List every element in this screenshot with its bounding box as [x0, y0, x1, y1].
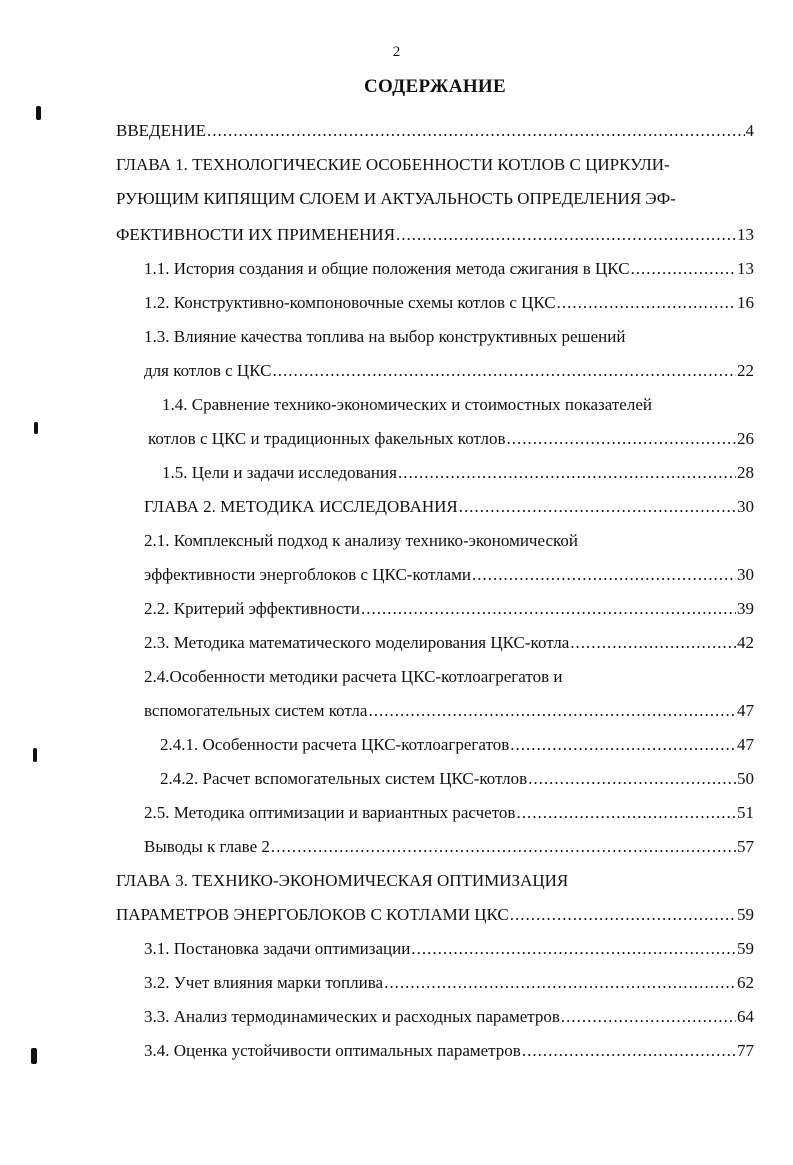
- toc-entry-text: РУЮЩИМ КИПЯЩИМ СЛОЕМ И АКТУАЛЬНОСТЬ ОПРЕДЕЛЕНИЯ ЭФ-: [116, 189, 676, 208]
- toc-entry-text: 1.4. Сравнение технико-экономических и стоимостных показателей: [162, 395, 652, 414]
- toc-leader-dots: [557, 292, 736, 314]
- toc-entry-1-5[interactable]: [162, 462, 754, 484]
- toc-entry-page: 39: [737, 599, 754, 618]
- toc-entry-text: 1.1. История создания и общие положения метода сжигания в ЦКС: [144, 259, 630, 278]
- toc-entry-text: ГЛАВА 1. ТЕХНОЛОГИЧЕСКИЕ ОСОБЕННОСТИ КОТЛОВ С ЦИРКУЛИ-: [116, 155, 670, 174]
- toc-leader-dots: [528, 768, 736, 790]
- toc-leader-dots: [271, 836, 736, 858]
- toc-entry-page: 47: [737, 735, 754, 754]
- toc-entry-text: 1.2. Конструктивно-компоновочные схемы котлов с ЦКС: [144, 293, 556, 312]
- toc-entry-page: 77: [737, 1041, 754, 1060]
- toc-leader-dots: [396, 224, 736, 246]
- toc-entry-3-4[interactable]: [144, 1040, 754, 1062]
- toc-entry-page: 4: [745, 121, 754, 140]
- toc-leader-dots: [361, 598, 736, 620]
- toc-entry-text: 2.2. Критерий эффективности: [144, 599, 360, 618]
- toc-entry-text: 2.5. Методика оптимизации и вариантных расчетов: [144, 803, 516, 822]
- toc-entry-text: 2.4.Особенности методики расчета ЦКС-котлоагрегатов и: [144, 667, 563, 686]
- toc-entry-page: 64: [737, 1007, 754, 1026]
- toc-entry-page: 57: [737, 837, 754, 856]
- toc-leader-dots: [472, 564, 736, 586]
- toc-leader-dots: [516, 802, 736, 824]
- toc-entry-text: 2.4.2. Расчет вспомогательных систем ЦКС-котлов: [160, 769, 528, 788]
- toc-entry-text: вспомогательных систем котла: [144, 701, 368, 720]
- toc-entry-text: 3.4. Оценка устойчивости оптимальных параметров: [144, 1041, 521, 1060]
- toc-entry-2-1[interactable]: [144, 530, 754, 552]
- toc-entry-chapter-3[interactable]: [116, 870, 754, 892]
- toc-entry-page: 50: [737, 769, 754, 788]
- toc-leader-dots: [631, 258, 736, 280]
- toc-entry-text: 1.5. Цели и задачи исследования: [162, 463, 397, 482]
- toc-entry-3-2[interactable]: [144, 972, 754, 994]
- toc-entry-1-1[interactable]: [144, 258, 754, 280]
- toc-entry-introduction[interactable]: [116, 120, 754, 142]
- toc-entry-text: ГЛАВА 3. ТЕХНИКО-ЭКОНОМИЧЕСКАЯ ОПТИМИЗАЦИЯ: [116, 871, 569, 890]
- toc-entry-3-1[interactable]: [144, 938, 754, 960]
- toc-entry-text: 2.3. Методика математического моделирования ЦКС-котла: [144, 633, 570, 652]
- toc-entry-page: 30: [737, 565, 754, 584]
- toc-entry-chapter-1-end[interactable]: [116, 224, 754, 246]
- toc-entry-text: ВВЕДЕНИЕ: [116, 121, 206, 140]
- toc-entry-text: котлов с ЦКС и традиционных факельных котлов: [148, 429, 506, 448]
- toc-entry-page: 42: [737, 633, 754, 652]
- toc-leader-dots: [510, 734, 736, 756]
- toc-leader-dots: [411, 938, 736, 960]
- toc-entry-text: для котлов с ЦКС: [144, 361, 272, 380]
- toc-leader-dots: [272, 360, 736, 382]
- toc-entry-2-5[interactable]: [144, 802, 754, 824]
- toc-entry-page: 62: [737, 973, 754, 992]
- toc-entry-page: 28: [737, 463, 754, 482]
- toc-entry-text: ПАРАМЕТРОВ ЭНЕРГОБЛОКОВ С КОТЛАМИ ЦКС: [116, 905, 509, 924]
- toc-entry-text: 1.3. Влияние качества топлива на выбор конструктивных решений: [144, 327, 626, 346]
- toc-entry-2-4-2[interactable]: [160, 768, 754, 790]
- toc-entry-text: ФЕКТИВНОСТИ ИХ ПРИМЕНЕНИЯ: [116, 225, 396, 244]
- toc-entry-page: 13: [737, 225, 754, 244]
- toc-leader-dots: [398, 462, 736, 484]
- page-number: 2: [392, 44, 401, 60]
- toc-leader-dots: [459, 496, 736, 518]
- toc-entry-conclusions-2[interactable]: [144, 836, 754, 858]
- scan-mark: [31, 1048, 37, 1064]
- toc-entry-text: 3.1. Постановка задачи оптимизации: [144, 939, 411, 958]
- toc-entry-2-4[interactable]: [144, 666, 754, 688]
- toc-entry-page: 26: [737, 429, 754, 448]
- toc-leader-dots: [384, 972, 736, 994]
- toc-entry-page: 59: [737, 939, 754, 958]
- toc-entry-2-3[interactable]: [144, 632, 754, 654]
- toc-leader-dots: [368, 700, 736, 722]
- toc-entry-chapter-1-cont: [116, 188, 754, 210]
- toc-entry-text: 2.1. Комплексный подход к анализу технико-экономической: [144, 531, 578, 550]
- toc-leader-dots: [570, 632, 736, 654]
- toc-entry-1-4[interactable]: [162, 394, 754, 416]
- scan-mark: [36, 106, 41, 120]
- toc-entry-2-1-end[interactable]: [144, 564, 754, 586]
- toc-entry-chapter-1[interactable]: [116, 154, 754, 176]
- toc-entry-text: ГЛАВА 2. МЕТОДИКА ИССЛЕДОВАНИЯ: [144, 497, 458, 516]
- toc-leader-dots: [510, 904, 736, 926]
- toc-entry-page: 59: [737, 905, 754, 924]
- toc-leader-dots: [522, 1040, 736, 1062]
- toc-entry-text: эффективности энергоблоков с ЦКС-котлами: [144, 565, 472, 584]
- toc-entry-page: 22: [737, 361, 754, 380]
- toc-entry-1-2[interactable]: [144, 292, 754, 314]
- toc-entry-page: 47: [737, 701, 754, 720]
- toc-entry-1-3-end[interactable]: [144, 360, 754, 382]
- page-title: СОДЕРЖАНИЕ: [364, 76, 506, 97]
- toc-entry-2-4-end[interactable]: [144, 700, 754, 722]
- toc-entry-page: 16: [737, 293, 754, 312]
- scan-mark: [34, 422, 38, 434]
- toc-entry-page: 13: [737, 259, 754, 278]
- toc-leader-dots: [207, 120, 745, 142]
- toc-entry-1-4-end[interactable]: [148, 428, 754, 450]
- scan-mark: [33, 748, 37, 762]
- toc-entry-page: 30: [737, 497, 754, 516]
- toc-entry-2-4-1[interactable]: [160, 734, 754, 756]
- toc-entry-1-3[interactable]: [144, 326, 754, 348]
- toc-entry-2-2[interactable]: [144, 598, 754, 620]
- toc-leader-dots: [561, 1006, 736, 1028]
- toc-entry-page: 51: [737, 803, 754, 822]
- toc-entry-text: Выводы к главе 2: [144, 837, 270, 856]
- toc-entry-text: 3.3. Анализ термодинамических и расходных параметров: [144, 1007, 560, 1026]
- toc-entry-chapter-2[interactable]: [144, 496, 754, 518]
- toc-entry-text: 3.2. Учет влияния марки топлива: [144, 973, 384, 992]
- toc-entry-chapter-3-end[interactable]: [116, 904, 754, 926]
- toc-entry-3-3[interactable]: [144, 1006, 754, 1028]
- toc-leader-dots: [507, 428, 737, 450]
- toc-entry-text: 2.4.1. Особенности расчета ЦКС-котлоагрегатов: [160, 735, 510, 754]
